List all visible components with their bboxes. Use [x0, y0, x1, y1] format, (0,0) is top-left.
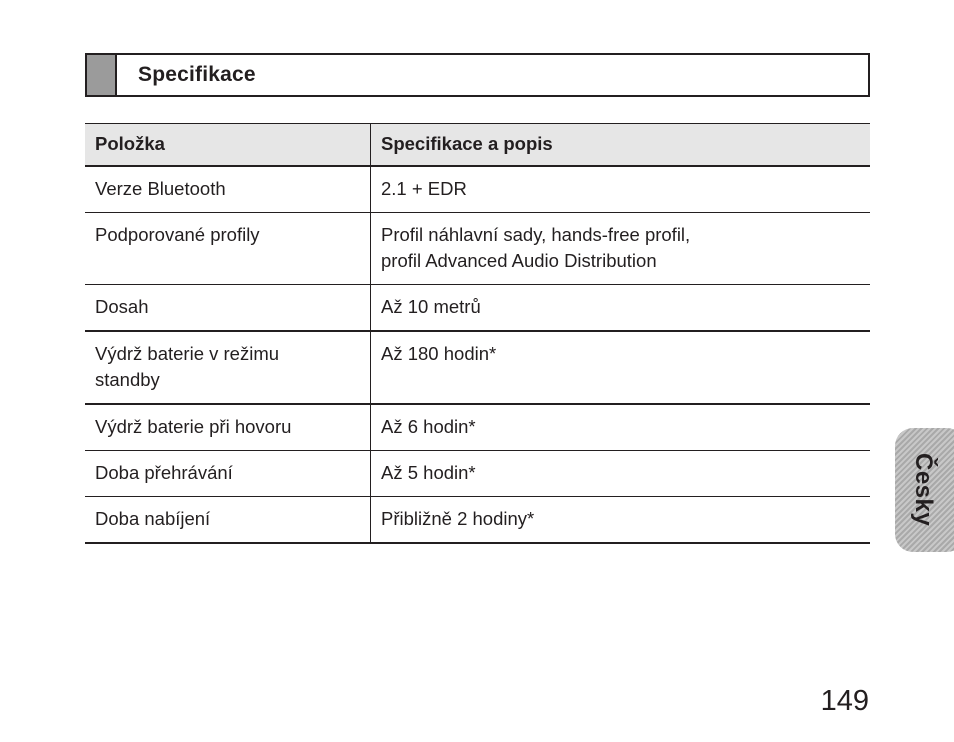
table-row: [85, 285, 870, 332]
row-item-line: standby: [95, 369, 160, 390]
row-value: Až 5 hodin*: [371, 451, 871, 497]
section-title: Specifikace: [138, 63, 256, 86]
row-value-line: profil Advanced Audio Distribution: [381, 250, 657, 271]
table-header-row: [85, 124, 870, 167]
column-header-item: Položka: [85, 124, 371, 167]
page-number: 149: [820, 685, 869, 717]
row-item: Verze Bluetooth: [85, 166, 371, 213]
language-tab: [895, 428, 954, 552]
row-item: Doba přehrávání: [85, 451, 371, 497]
section-header: [85, 53, 870, 97]
table-row: [85, 404, 870, 451]
language-tab-label: Česky: [910, 453, 937, 527]
row-value: [371, 213, 871, 285]
table-row: [85, 497, 870, 544]
spec-table: [85, 123, 870, 544]
row-item: Doba nabíjení: [85, 497, 371, 544]
table-row: [85, 213, 870, 285]
section-marker: [87, 55, 117, 95]
row-item: [85, 331, 371, 404]
row-value: 2.1 + EDR: [371, 166, 871, 213]
row-item: Dosah: [85, 285, 371, 332]
row-item-line: Výdrž baterie v režimu: [95, 343, 280, 364]
table-row: [85, 331, 870, 404]
row-value: Až 180 hodin*: [371, 331, 871, 404]
row-value: Až 10 metrů: [371, 285, 871, 332]
row-value-line: Profil náhlavní sady, hands-free profil,: [381, 224, 691, 245]
table-row: [85, 166, 870, 213]
row-item: Podporované profily: [85, 213, 371, 285]
row-value: Až 6 hodin*: [371, 404, 871, 451]
column-header-spec: Specifikace a popis: [371, 124, 871, 167]
row-value: Přibližně 2 hodiny*: [371, 497, 871, 544]
row-item: Výdrž baterie při hovoru: [85, 404, 371, 451]
table-row: [85, 451, 870, 497]
